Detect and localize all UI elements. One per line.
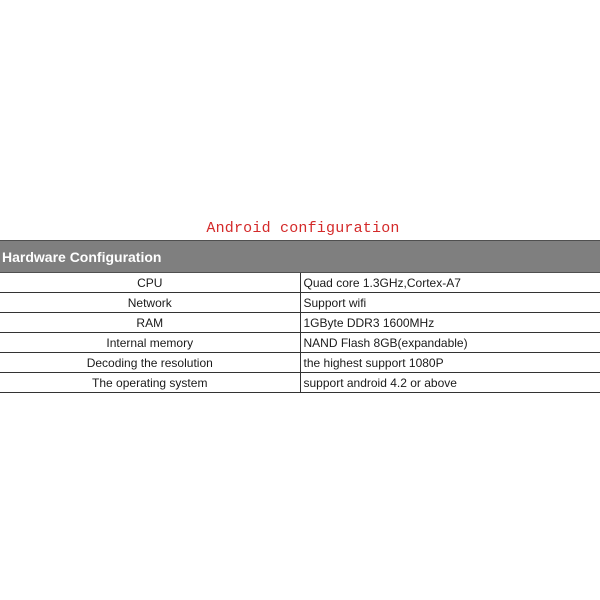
row-label-cpu: CPU bbox=[0, 273, 300, 293]
row-value-internal-memory: NAND Flash 8GB(expandable) bbox=[300, 333, 600, 353]
table-row bbox=[0, 293, 600, 313]
row-value-cpu: Quad core 1.3GHz,Cortex-A7 bbox=[300, 273, 600, 293]
table-header-row bbox=[0, 241, 600, 273]
table-row bbox=[0, 333, 600, 353]
row-label-internal-memory: Internal memory bbox=[0, 333, 300, 353]
document-title: Android configuration bbox=[206, 220, 400, 237]
hardware-config-table bbox=[0, 240, 600, 393]
table-header: Hardware Configuration bbox=[0, 241, 600, 273]
row-value-operating-system: support android 4.2 or above bbox=[300, 373, 600, 393]
table-row bbox=[0, 313, 600, 333]
row-label-decoding-resolution: Decoding the resolution bbox=[0, 353, 300, 373]
row-value-network: Support wifi bbox=[300, 293, 600, 313]
table-row bbox=[0, 273, 600, 293]
table-row bbox=[0, 353, 600, 373]
row-label-ram: RAM bbox=[0, 313, 300, 333]
row-label-network: Network bbox=[0, 293, 300, 313]
row-label-operating-system: The operating system bbox=[0, 373, 300, 393]
table-row bbox=[0, 373, 600, 393]
row-value-decoding-resolution: the highest support 1080P bbox=[300, 353, 600, 373]
row-value-ram: 1GByte DDR3 1600MHz bbox=[300, 313, 600, 333]
